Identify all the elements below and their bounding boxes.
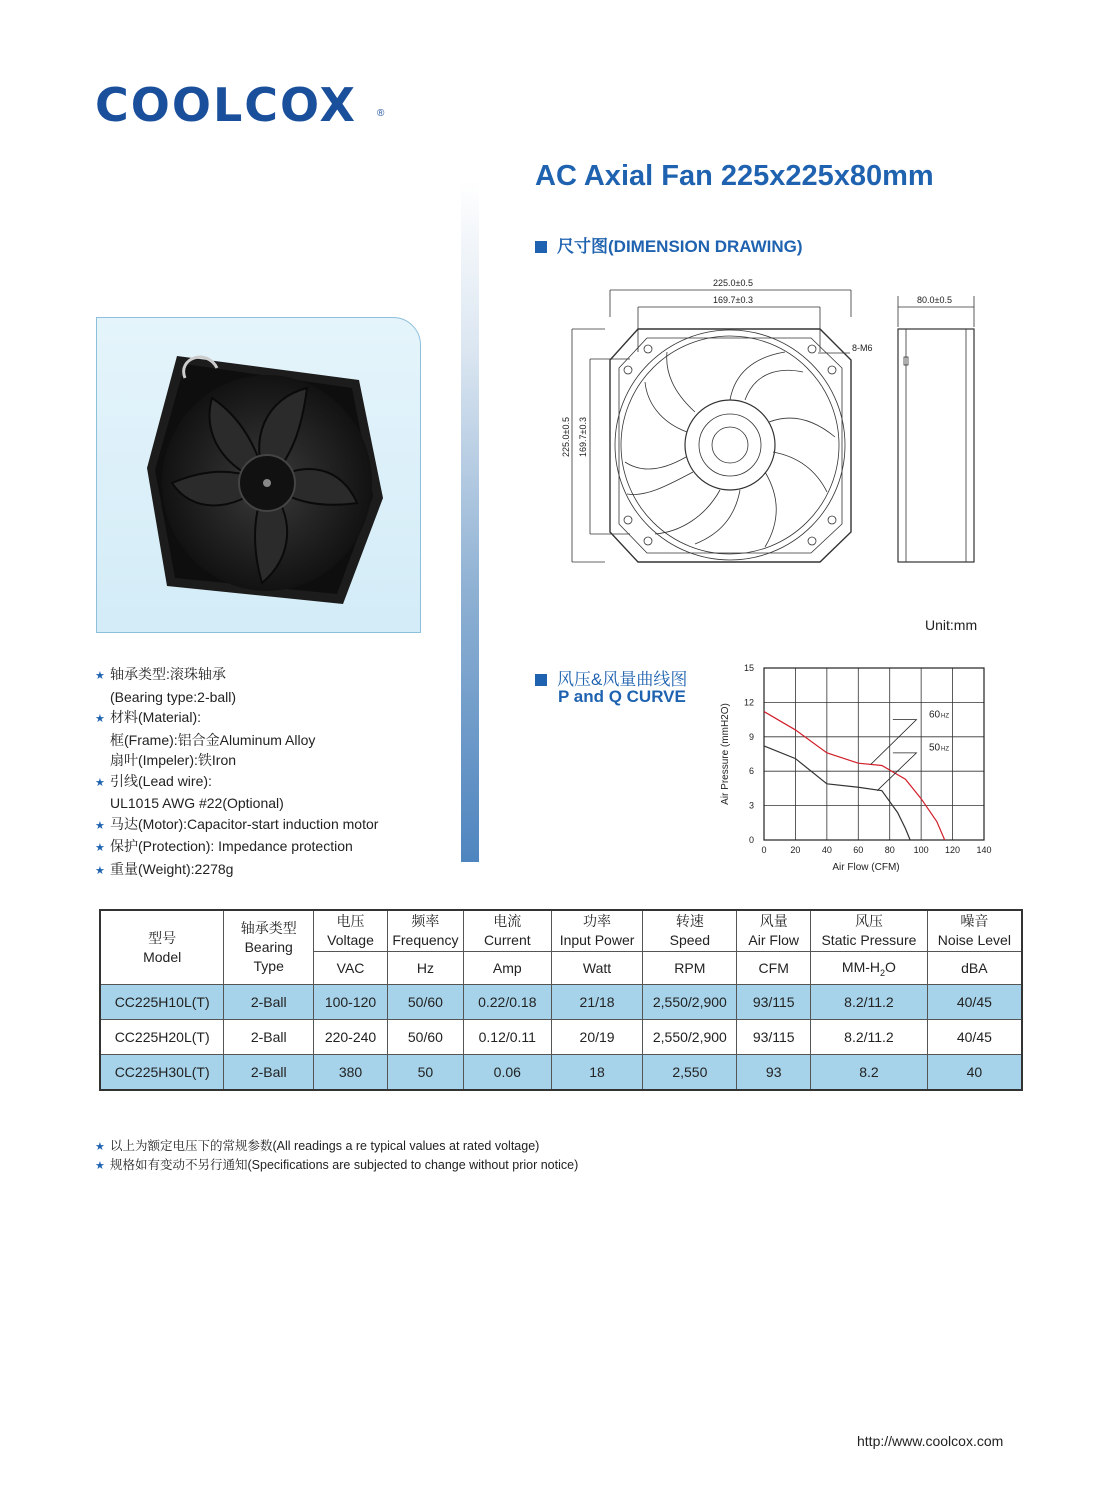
dim-height-outer: 225.0±0.5 xyxy=(561,417,571,457)
fan-image xyxy=(97,318,420,632)
x-tick-label: 20 xyxy=(790,845,801,855)
series-60hz-line xyxy=(764,712,945,840)
bullet-star-icon: ★ xyxy=(95,819,105,832)
cell-noise: 40/45 xyxy=(927,1020,1022,1055)
bullet-star-icon: ★ xyxy=(95,864,105,877)
table-row xyxy=(100,1055,1022,1091)
cell-current: 0.12/0.11 xyxy=(463,1020,551,1055)
cell-bearing: 2-Ball xyxy=(224,1020,314,1055)
x-tick-label: 140 xyxy=(976,845,992,855)
series-60hz-unit: HZ xyxy=(941,713,949,720)
table-row xyxy=(100,985,1022,1020)
unit-cell: Hz xyxy=(387,952,463,985)
heading-bullet-icon xyxy=(535,241,547,253)
bullet-star-icon: ★ xyxy=(95,1141,105,1153)
spec-frame: 框(Frame):铝合金Aluminum Alloy xyxy=(110,731,316,748)
bullet-star-icon: ★ xyxy=(95,842,105,854)
cell-model: CC225H10L(T) xyxy=(100,985,224,1020)
col-model: 型号 Model xyxy=(100,910,224,985)
brand-logo: COOLCOX xyxy=(95,78,357,132)
cell-voltage: 100-120 xyxy=(314,985,388,1020)
cell-noise: 40/45 xyxy=(927,985,1022,1020)
col-frequency: 频率 Frequency xyxy=(387,910,463,952)
pq-heading-cn: 风压&风量曲线图 xyxy=(535,665,687,690)
y-tick-label: 9 xyxy=(748,731,754,742)
unit-cell: Amp xyxy=(463,952,551,985)
y-tick-label: 0 xyxy=(748,835,754,845)
cell-airflow: 93/115 xyxy=(737,985,811,1020)
dimension-heading: 尺寸图(DIMENSION DRAWING) xyxy=(535,232,803,257)
product-photo xyxy=(96,317,421,633)
cell-power: 20/19 xyxy=(551,1020,643,1055)
cell-model: CC225H20L(T) xyxy=(100,1020,224,1055)
table-row xyxy=(100,1020,1022,1055)
cell-noise: 40 xyxy=(927,1055,1022,1091)
cell-current: 0.22/0.18 xyxy=(463,985,551,1020)
x-tick-label: 120 xyxy=(945,845,961,855)
spec-impeller: 扇叶(Impeler):铁Iron xyxy=(110,752,237,768)
cell-speed: 2,550/2,900 xyxy=(643,985,737,1020)
dimension-drawing xyxy=(555,272,995,572)
bullet-star-icon: ★ xyxy=(95,713,105,725)
registered-mark: ® xyxy=(377,108,385,119)
col-power: 功率 Input Power xyxy=(551,910,643,952)
col-speed: 转速 Speed xyxy=(643,910,737,952)
cell-model: CC225H30L(T) xyxy=(100,1055,224,1091)
cell-voltage: 220-240 xyxy=(314,1020,388,1055)
series-60hz-label: 60 xyxy=(929,709,941,721)
cell-frequency: 50/60 xyxy=(387,985,463,1020)
spec-bearing-en: (Bearing type:2-ball) xyxy=(110,688,237,705)
cell-airflow: 93 xyxy=(737,1055,811,1091)
spec-list xyxy=(95,664,378,881)
callout-60hz-line xyxy=(871,720,917,765)
cell-airflow: 93/115 xyxy=(737,1020,811,1055)
y-tick-label: 6 xyxy=(748,766,754,777)
cell-pressure: 8.2/11.2 xyxy=(811,1020,928,1055)
unit-cell: dBA xyxy=(927,952,1022,985)
col-noise: 噪音 Noise Level xyxy=(927,910,1022,952)
col-voltage: 电压 Voltage xyxy=(314,910,388,952)
footnotes xyxy=(95,1137,578,1175)
section-divider xyxy=(461,180,479,862)
spec-bearing: ★ 轴承类型:滚珠轴承 xyxy=(95,664,378,687)
website-link[interactable]: http://www.coolcox.com xyxy=(857,1433,1004,1449)
cell-power: 18 xyxy=(551,1055,643,1091)
unit-label: Unit:mm xyxy=(925,617,978,633)
bullet-star-icon: ★ xyxy=(95,670,105,682)
x-tick-label: 100 xyxy=(913,845,929,855)
cell-frequency: 50 xyxy=(387,1055,463,1091)
col-current: 电流 Current xyxy=(463,910,551,952)
bullet-star-icon: ★ xyxy=(95,776,105,789)
unit-cell: $MM-H_2O$ xyxy=(811,952,928,985)
unit-cell: VAC xyxy=(314,952,388,985)
col-airflow: 风量 Air Flow xyxy=(737,910,811,952)
unit-cell: Watt xyxy=(551,952,643,985)
y-tick-label: 12 xyxy=(743,697,754,708)
spec-motor: ★ 马达(Motor):Capacitor-start induction motor xyxy=(95,814,378,837)
cell-frequency: 50/60 xyxy=(387,1020,463,1055)
spec-table xyxy=(99,909,1023,1091)
spec-weight: ★ 重量(Weight):2278g xyxy=(95,859,378,882)
dim-width-outer: 225.0±0.5 xyxy=(713,278,753,288)
x-tick-label: 60 xyxy=(853,845,864,855)
col-pressure: 风压 Static Pressure xyxy=(811,910,928,952)
pq-heading-en: P and Q CURVE xyxy=(558,687,686,706)
cell-pressure: 8.2/11.2 xyxy=(811,985,928,1020)
cell-voltage: 380 xyxy=(314,1055,388,1091)
note-spec-change: ★ 规格如有变动不另行通知(Specifications are subjected to change without prior notice) xyxy=(95,1156,578,1175)
x-tick-label: 40 xyxy=(821,845,832,855)
dim-height-inner: 169.7±0.3 xyxy=(578,417,588,457)
cell-power: 21/18 xyxy=(551,985,643,1020)
spec-lead-wire: ★ 引线(Lead wire): xyxy=(95,771,378,794)
spec-lead-wire-en: UL1015 AWG #22(Optional) xyxy=(110,795,284,811)
heading-bullet-icon xyxy=(535,674,547,686)
cell-bearing: 2-Ball xyxy=(224,1055,314,1091)
cell-speed: 2,550/2,900 xyxy=(643,1020,737,1055)
dim-width-inner: 169.7±0.3 xyxy=(713,295,753,305)
x-axis-label: Air Flow (CFM) xyxy=(832,862,900,873)
y-tick-label: 15 xyxy=(743,663,754,673)
spec-protection: ★ 保护(Protection): Impedance protection xyxy=(95,836,378,859)
cell-current: 0.06 xyxy=(463,1055,551,1091)
dim-screw-label: 8-M6 xyxy=(852,343,873,353)
col-bearing: 轴承类型 Bearing Type xyxy=(224,910,314,985)
cell-pressure: 8.2 xyxy=(811,1055,928,1091)
y-tick-label: 3 xyxy=(748,800,754,811)
plot-frame xyxy=(764,668,984,840)
x-tick-label: 80 xyxy=(884,845,895,855)
spec-material: ★ 材料(Material): xyxy=(95,707,378,730)
series-50hz-line xyxy=(764,746,910,840)
table-header-row xyxy=(100,910,1022,952)
pq-chart xyxy=(712,660,1002,880)
series-50hz-unit: HZ xyxy=(941,746,949,753)
x-tick-label: 0 xyxy=(761,845,767,855)
series-50hz-label: 50 xyxy=(929,742,941,754)
cell-speed: 2,550 xyxy=(643,1055,737,1091)
bullet-star-icon: ★ xyxy=(95,1160,105,1172)
note-readings: ★ 以上为额定电压下的常规参数(All readings a re typical values at rated voltage) xyxy=(95,1137,578,1156)
unit-cell: CFM xyxy=(737,952,811,985)
cell-bearing: 2-Ball xyxy=(224,985,314,1020)
y-axis-label: Air Pressure (mmH2O) xyxy=(720,703,731,805)
dim-depth: 80.0±0.5 xyxy=(917,295,952,305)
page-title: AC Axial Fan 225x225x80mm xyxy=(535,160,934,192)
unit-cell: RPM xyxy=(643,952,737,985)
